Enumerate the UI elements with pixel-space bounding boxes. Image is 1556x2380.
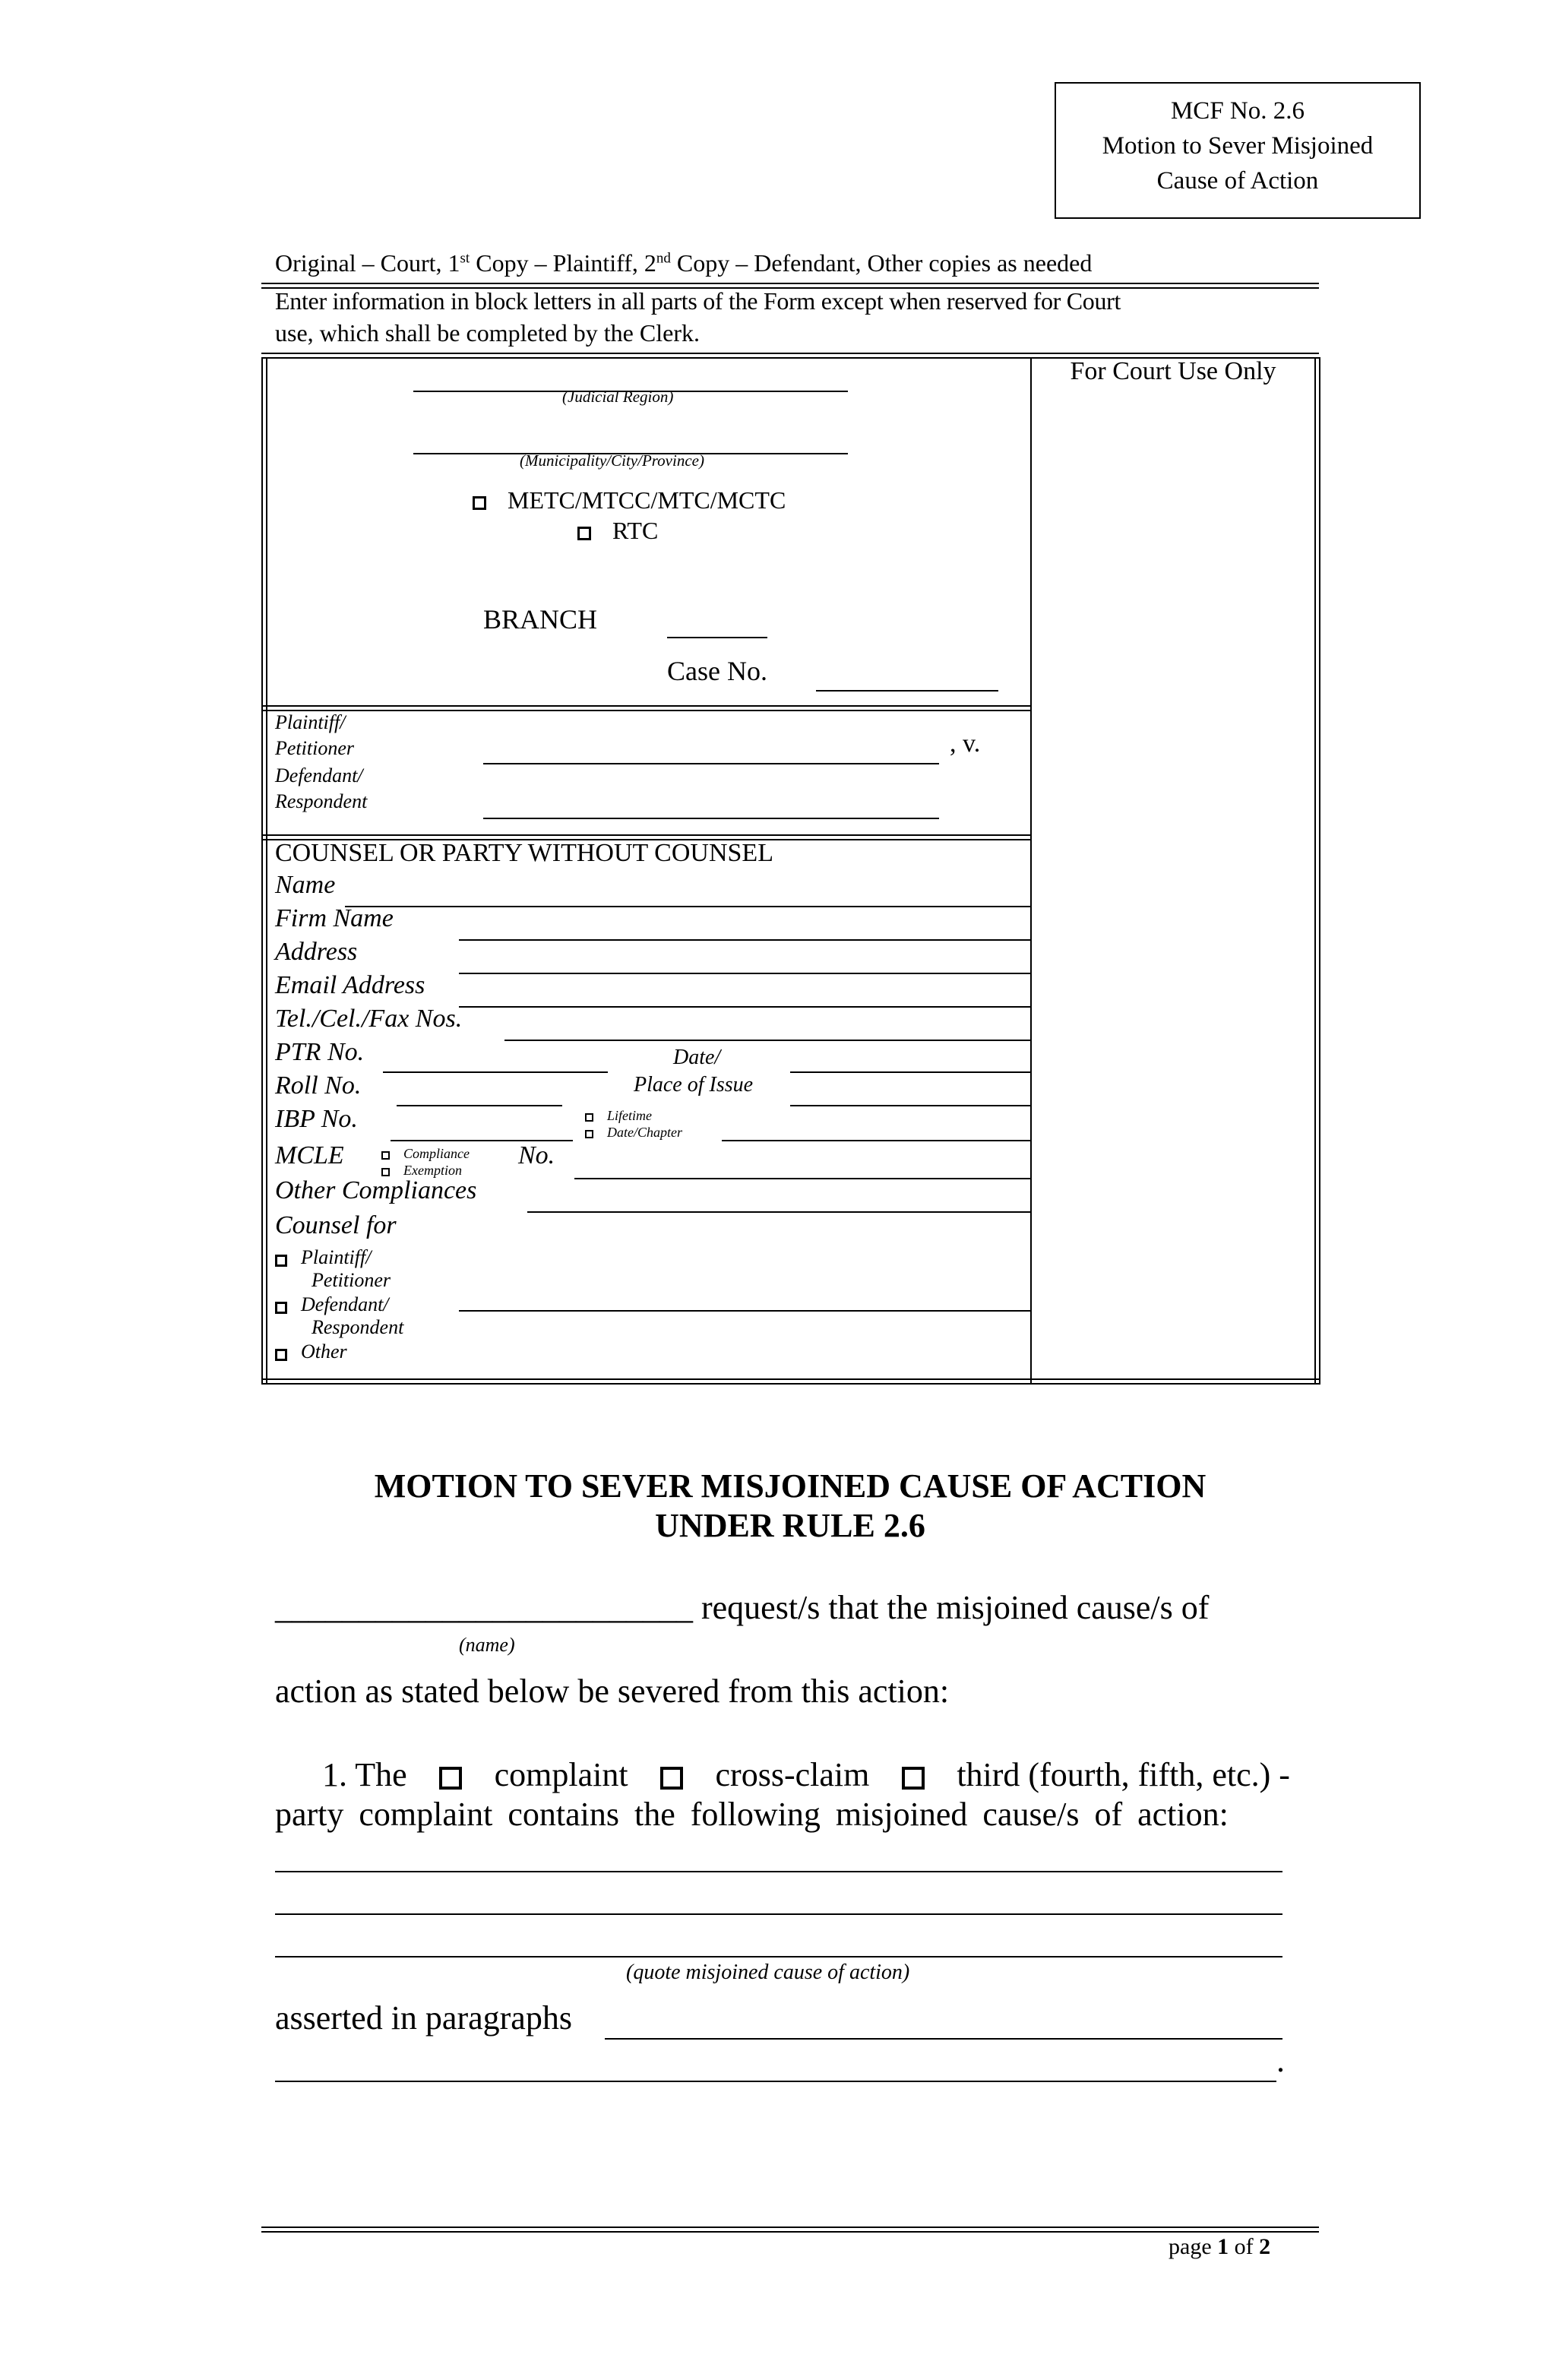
ptr-date-field[interactable] <box>790 1071 1030 1073</box>
requesting-party-field[interactable]: _________________________ <box>275 1589 693 1626</box>
form-id-box <box>1055 82 1421 219</box>
cause-of-action-line-1[interactable] <box>275 1871 1282 1872</box>
paragraphs-field-2[interactable] <box>275 2081 1276 2082</box>
checkbox-icon[interactable] <box>585 1113 593 1122</box>
instruction-line2: use, which shall be completed by the Clerk. <box>275 319 700 347</box>
request-text: request/s that the misjoined cause/s of <box>693 1589 1210 1626</box>
counsel-for-plaintiff-label-2: Petitioner <box>312 1269 391 1291</box>
counsel-for-label: Counsel for <box>275 1211 397 1239</box>
caption-right-border-2 <box>1319 357 1320 1383</box>
firm-name-field[interactable] <box>459 939 1030 941</box>
tel-label: Tel./Cel./Fax Nos. <box>275 1005 463 1033</box>
checkbox-icon[interactable] <box>381 1168 390 1176</box>
email-label: Email Address <box>275 971 425 999</box>
mcle-label: MCLE <box>275 1141 344 1169</box>
plaintiff-field[interactable] <box>483 763 939 764</box>
counsel-for-defendant-label-2: Respondent <box>312 1316 404 1338</box>
court-option-metc[interactable] <box>473 486 786 514</box>
copies-sup1: st <box>460 250 470 267</box>
mcle-no-field[interactable] <box>574 1178 1030 1179</box>
other-compliances-label: Other Compliances <box>275 1176 477 1204</box>
ibp-chapter-field[interactable] <box>722 1140 1030 1141</box>
page-total: 2 <box>1259 2234 1271 2259</box>
counsel-for-plaintiff[interactable] <box>275 1246 371 1269</box>
counsel-name-field[interactable] <box>345 906 1030 907</box>
exemption-label: Exemption <box>403 1163 462 1178</box>
form-title-line1: Motion to Sever Misjoined <box>1102 132 1374 160</box>
checkbox-icon[interactable] <box>275 1255 287 1267</box>
paragraphs-field[interactable] <box>605 2038 1282 2040</box>
asserted-label: asserted in paragraphs <box>275 1999 572 2037</box>
caption-right-border-1 <box>1314 357 1316 1383</box>
counsel-heading: COUNSEL OR PARTY WITHOUT COUNSEL <box>275 839 773 867</box>
case-no-label: Case No. <box>667 656 767 686</box>
copies-post: Copy – Defendant, Other copies as needed <box>670 249 1093 277</box>
counsel-rule-top-1 <box>261 834 1032 836</box>
tel-field[interactable] <box>504 1040 1030 1041</box>
checkbox-icon[interactable] <box>660 1767 683 1790</box>
date-chapter-label: Date/Chapter <box>607 1125 682 1140</box>
address-label: Address <box>275 938 358 966</box>
email-field[interactable] <box>459 1006 1030 1008</box>
checkbox-icon[interactable] <box>275 1349 287 1361</box>
court-option-rtc[interactable] <box>577 517 658 545</box>
date-label-1: Date/ <box>673 1046 721 1069</box>
ibp-lifetime-option[interactable] <box>585 1108 652 1124</box>
roll-label: Roll No. <box>275 1071 362 1100</box>
name-caption: (name) <box>459 1634 515 1656</box>
page-mid: of <box>1229 2234 1260 2259</box>
compliance-label: Compliance <box>403 1146 470 1161</box>
copies-mid: Copy – Plaintiff, 2 <box>470 249 656 277</box>
checkbox-icon[interactable] <box>473 496 486 510</box>
ibp-date-chapter-option[interactable] <box>585 1125 682 1141</box>
counsel-for-defendant[interactable] <box>275 1293 389 1316</box>
caption-left-border-2 <box>266 357 267 1383</box>
copies-distribution <box>275 249 1092 277</box>
cause-of-action-line-2[interactable] <box>275 1913 1282 1915</box>
paragraphs-period: . <box>1276 2042 1285 2079</box>
branch-label: BRANCH <box>483 604 598 635</box>
counsel-for-other-label: Other <box>301 1340 347 1362</box>
page-pre: page <box>1169 2234 1218 2259</box>
plaintiff-label-2: Petitioner <box>275 737 354 759</box>
counsel-for-field[interactable] <box>459 1310 1030 1312</box>
item1-line2: party complaint contains the following misjoined cause/s of action: <box>275 1796 1229 1833</box>
caption-top-rule-1 <box>261 353 1319 354</box>
item1-third-party-label: third (fourth, fifth, etc.) - <box>957 1756 1290 1793</box>
caption-bottom-rule-1 <box>261 1378 1320 1380</box>
other-compliances-field[interactable] <box>527 1211 1030 1213</box>
mcle-no-label: No. <box>518 1141 555 1169</box>
item1-third-party-option[interactable] <box>902 1755 925 1794</box>
request-line <box>275 1588 1209 1627</box>
ptr-label: PTR No. <box>275 1038 365 1066</box>
defendant-field[interactable] <box>483 818 939 819</box>
caption-left-border-1 <box>261 357 263 1383</box>
item1-complaint-label: complaint <box>494 1756 628 1793</box>
defendant-label-2: Respondent <box>275 790 368 812</box>
checkbox-icon[interactable] <box>585 1130 593 1138</box>
page-current: 1 <box>1217 2234 1229 2259</box>
parties-rule-top-1 <box>261 705 1032 707</box>
ibp-label: IBP No. <box>275 1105 358 1133</box>
form-number: MCF No. 2.6 <box>1170 97 1305 125</box>
court-option-rtc-label: RTC <box>612 517 659 544</box>
versus-label: , v. <box>950 730 981 758</box>
item1-complaint-option[interactable] <box>439 1755 462 1794</box>
defendant-label-1: Defendant/ <box>275 764 363 786</box>
checkbox-icon[interactable] <box>902 1767 925 1790</box>
checkbox-icon[interactable] <box>577 527 591 540</box>
counsel-name-label: Name <box>275 871 336 899</box>
form-title-line2: Cause of Action <box>1156 167 1319 195</box>
lifetime-label: Lifetime <box>607 1108 652 1123</box>
footer-rule-2 <box>261 2231 1319 2233</box>
item1-crossclaim-label: cross-claim <box>715 1756 870 1793</box>
date-label-2: Place of Issue <box>634 1073 754 1097</box>
counsel-for-other[interactable] <box>275 1340 347 1363</box>
item1-number: 1. The <box>322 1756 407 1793</box>
counsel-for-plaintiff-label: Plaintiff/ <box>301 1246 372 1268</box>
parties-rule-top-2 <box>261 710 1032 711</box>
quote-caption: (quote misjoined cause of action) <box>626 1961 910 1984</box>
caption-bottom-rule-2 <box>261 1383 1320 1385</box>
item1-line1 <box>275 1755 1290 1794</box>
checkbox-icon[interactable] <box>381 1151 390 1160</box>
checkbox-icon[interactable] <box>275 1302 287 1314</box>
case-no-field[interactable] <box>816 690 998 692</box>
page-number <box>1169 2234 1270 2260</box>
motion-title-line2: UNDER RULE 2.6 <box>655 1507 925 1544</box>
court-option-metc-label: METC/MTCC/MTC/MCTC <box>508 486 786 514</box>
roll-date-field[interactable] <box>790 1105 1030 1106</box>
counsel-for-defendant-label: Defendant/ <box>301 1293 389 1315</box>
roll-field[interactable] <box>397 1105 562 1106</box>
plaintiff-label-1: Plaintiff/ <box>275 711 346 733</box>
ptr-field[interactable] <box>383 1071 608 1073</box>
action-text: action as stated below be severed from this action: <box>275 1673 950 1710</box>
mcle-compliance-option[interactable] <box>381 1146 470 1162</box>
judicial-region-caption: (Judicial Region) <box>562 388 674 406</box>
branch-field[interactable] <box>667 637 767 638</box>
court-use-divider <box>1030 357 1032 1383</box>
footer-rule-1 <box>261 2227 1319 2228</box>
checkbox-icon[interactable] <box>439 1767 462 1790</box>
header-rule-top <box>261 283 1319 284</box>
copies-sup2: nd <box>656 250 671 267</box>
copies-pre: Original – Court, 1 <box>275 249 460 277</box>
motion-title-line1: MOTION TO SEVER MISJOINED CAUSE OF ACTION <box>374 1467 1207 1505</box>
item1-crossclaim-option[interactable] <box>660 1755 683 1794</box>
municipality-caption: (Municipality/City/Province) <box>520 451 704 470</box>
firm-name-label: Firm Name <box>275 904 394 932</box>
instruction-line1: Enter information in block letters in all parts of the Form except when reserved for Court <box>275 287 1121 315</box>
court-use-only-label: For Court Use Only <box>1070 357 1276 385</box>
address-field[interactable] <box>459 973 1030 974</box>
cause-of-action-line-3[interactable] <box>275 1956 1282 1957</box>
